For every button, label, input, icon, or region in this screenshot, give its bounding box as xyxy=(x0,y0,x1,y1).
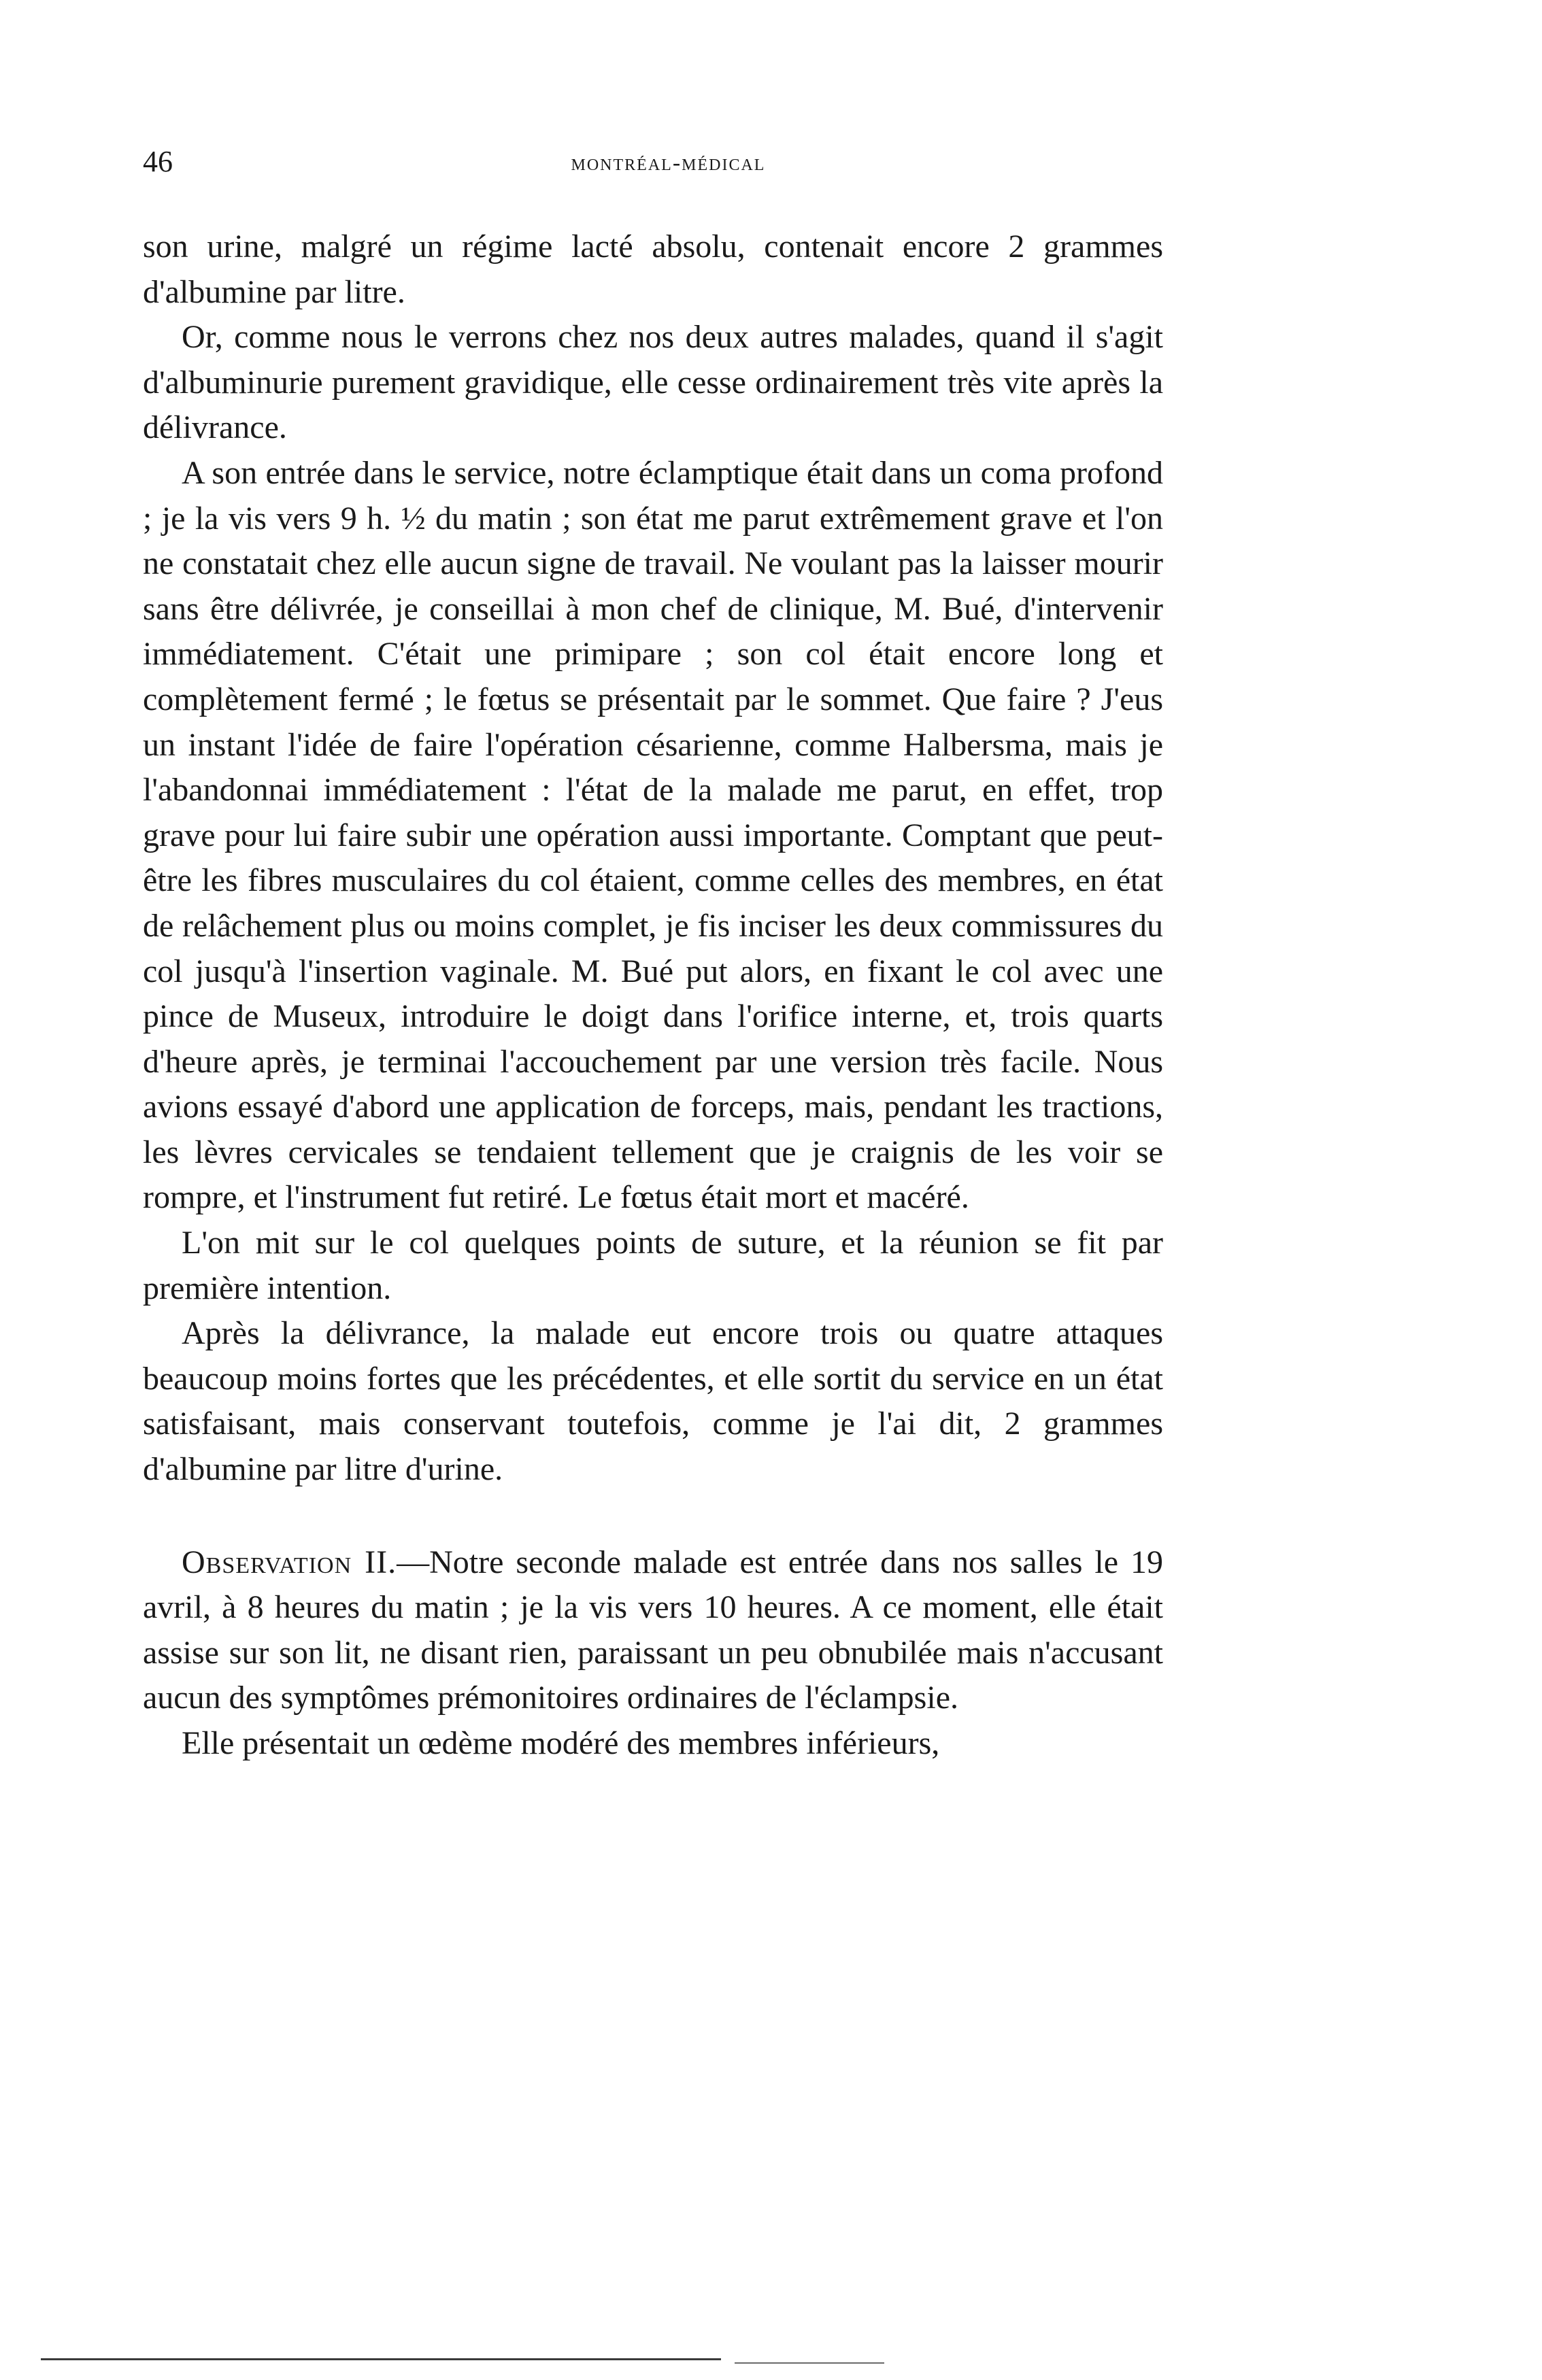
paragraph: Or, comme nous le verrons chez nos deux autres malades, quand il s'agit d'albuminurie purement gravidique, elle cesse ordinairement très vite après la délivrance. xyxy=(143,319,1163,446)
body-text xyxy=(143,224,1163,1767)
observation-paragraph xyxy=(143,1540,1163,1721)
page-number: 46 xyxy=(143,145,173,178)
scan-edge-line xyxy=(735,2362,884,2364)
paragraph-continuation: son urine, malgré un régime lacté absolu, contenait encore 2 grammes d'albumine par litre. xyxy=(143,228,1163,310)
observation-text: —Notre seconde malade est entrée dans nos salles le 19 avril, à 8 heures du matin ; je la vis vers 10 heures. A ce moment, elle était assise sur son lit, ne disant rien, paraissant un peu obnubilée mais n'accusant aucun des symptômes prémonitoires ordinaires de l'éclampsie. xyxy=(143,1544,1163,1716)
observation-label: Observation II. xyxy=(182,1544,397,1580)
running-head: montréal-médical xyxy=(571,150,766,175)
paragraph: A son entrée dans le service, notre éclamptique était dans un coma profond ; je la vis vers 9 h. ½ du matin ; son état me parut extrêmement grave et l'on ne constatait chez elle aucun signe de travail. Ne voulant pas la laisser mourir sans être délivrée, je conseillai à mon chef de clinique, M. Bué, d'intervenir immédiatement. C'était une primipare ; son col était encore long et complètement fermé ; le fœtus se présentait par le sommet. Que faire ? J'eus un instant l'idée de faire l'opération césarienne, comme Halbersma, mais je l'abandonnai immédiatement : l'état de la malade me parut, en effet, trop grave pour lui faire subir une opération aussi importante. Comptant que peut-être les fibres musculaires du col étaient, comme celles des membres, en état de relâchement plus ou moins complet, je fis inciser les deux commissures du col jusqu'à l'insertion vaginale. M. Bué put alors, en fixant le col avec une pince de Museux, introduire le doigt dans l'orifice interne, et, trois quarts d'heure après, je terminai l'accouchement par une version très facile. Nous avions essayé d'abord une application de forceps, mais, pendant les tractions, les lèvres cervicales se tendaient tellement que je craignis de les voir se rompre, et l'instrument fut retiré. Le fœtus était mort et macéré. xyxy=(143,454,1163,1216)
page-header xyxy=(143,141,1194,189)
paragraph: L'on mit sur le col quelques points de suture, et la réunion se fit par première intention. xyxy=(143,1225,1163,1306)
paragraph: Après la délivrance, la malade eut encore trois ou quatre attaques beaucoup moins fortes que les précédentes, et elle sortit du service en un état satisfaisant, mais conservant toutefois, comme je l'ai dit, 2 grammes d'albumine par litre d'urine. xyxy=(143,1315,1163,1488)
paragraph-last: Elle présentait un œdème modéré des membres inférieurs, xyxy=(182,1725,940,1761)
scan-edge-line xyxy=(41,2358,721,2360)
